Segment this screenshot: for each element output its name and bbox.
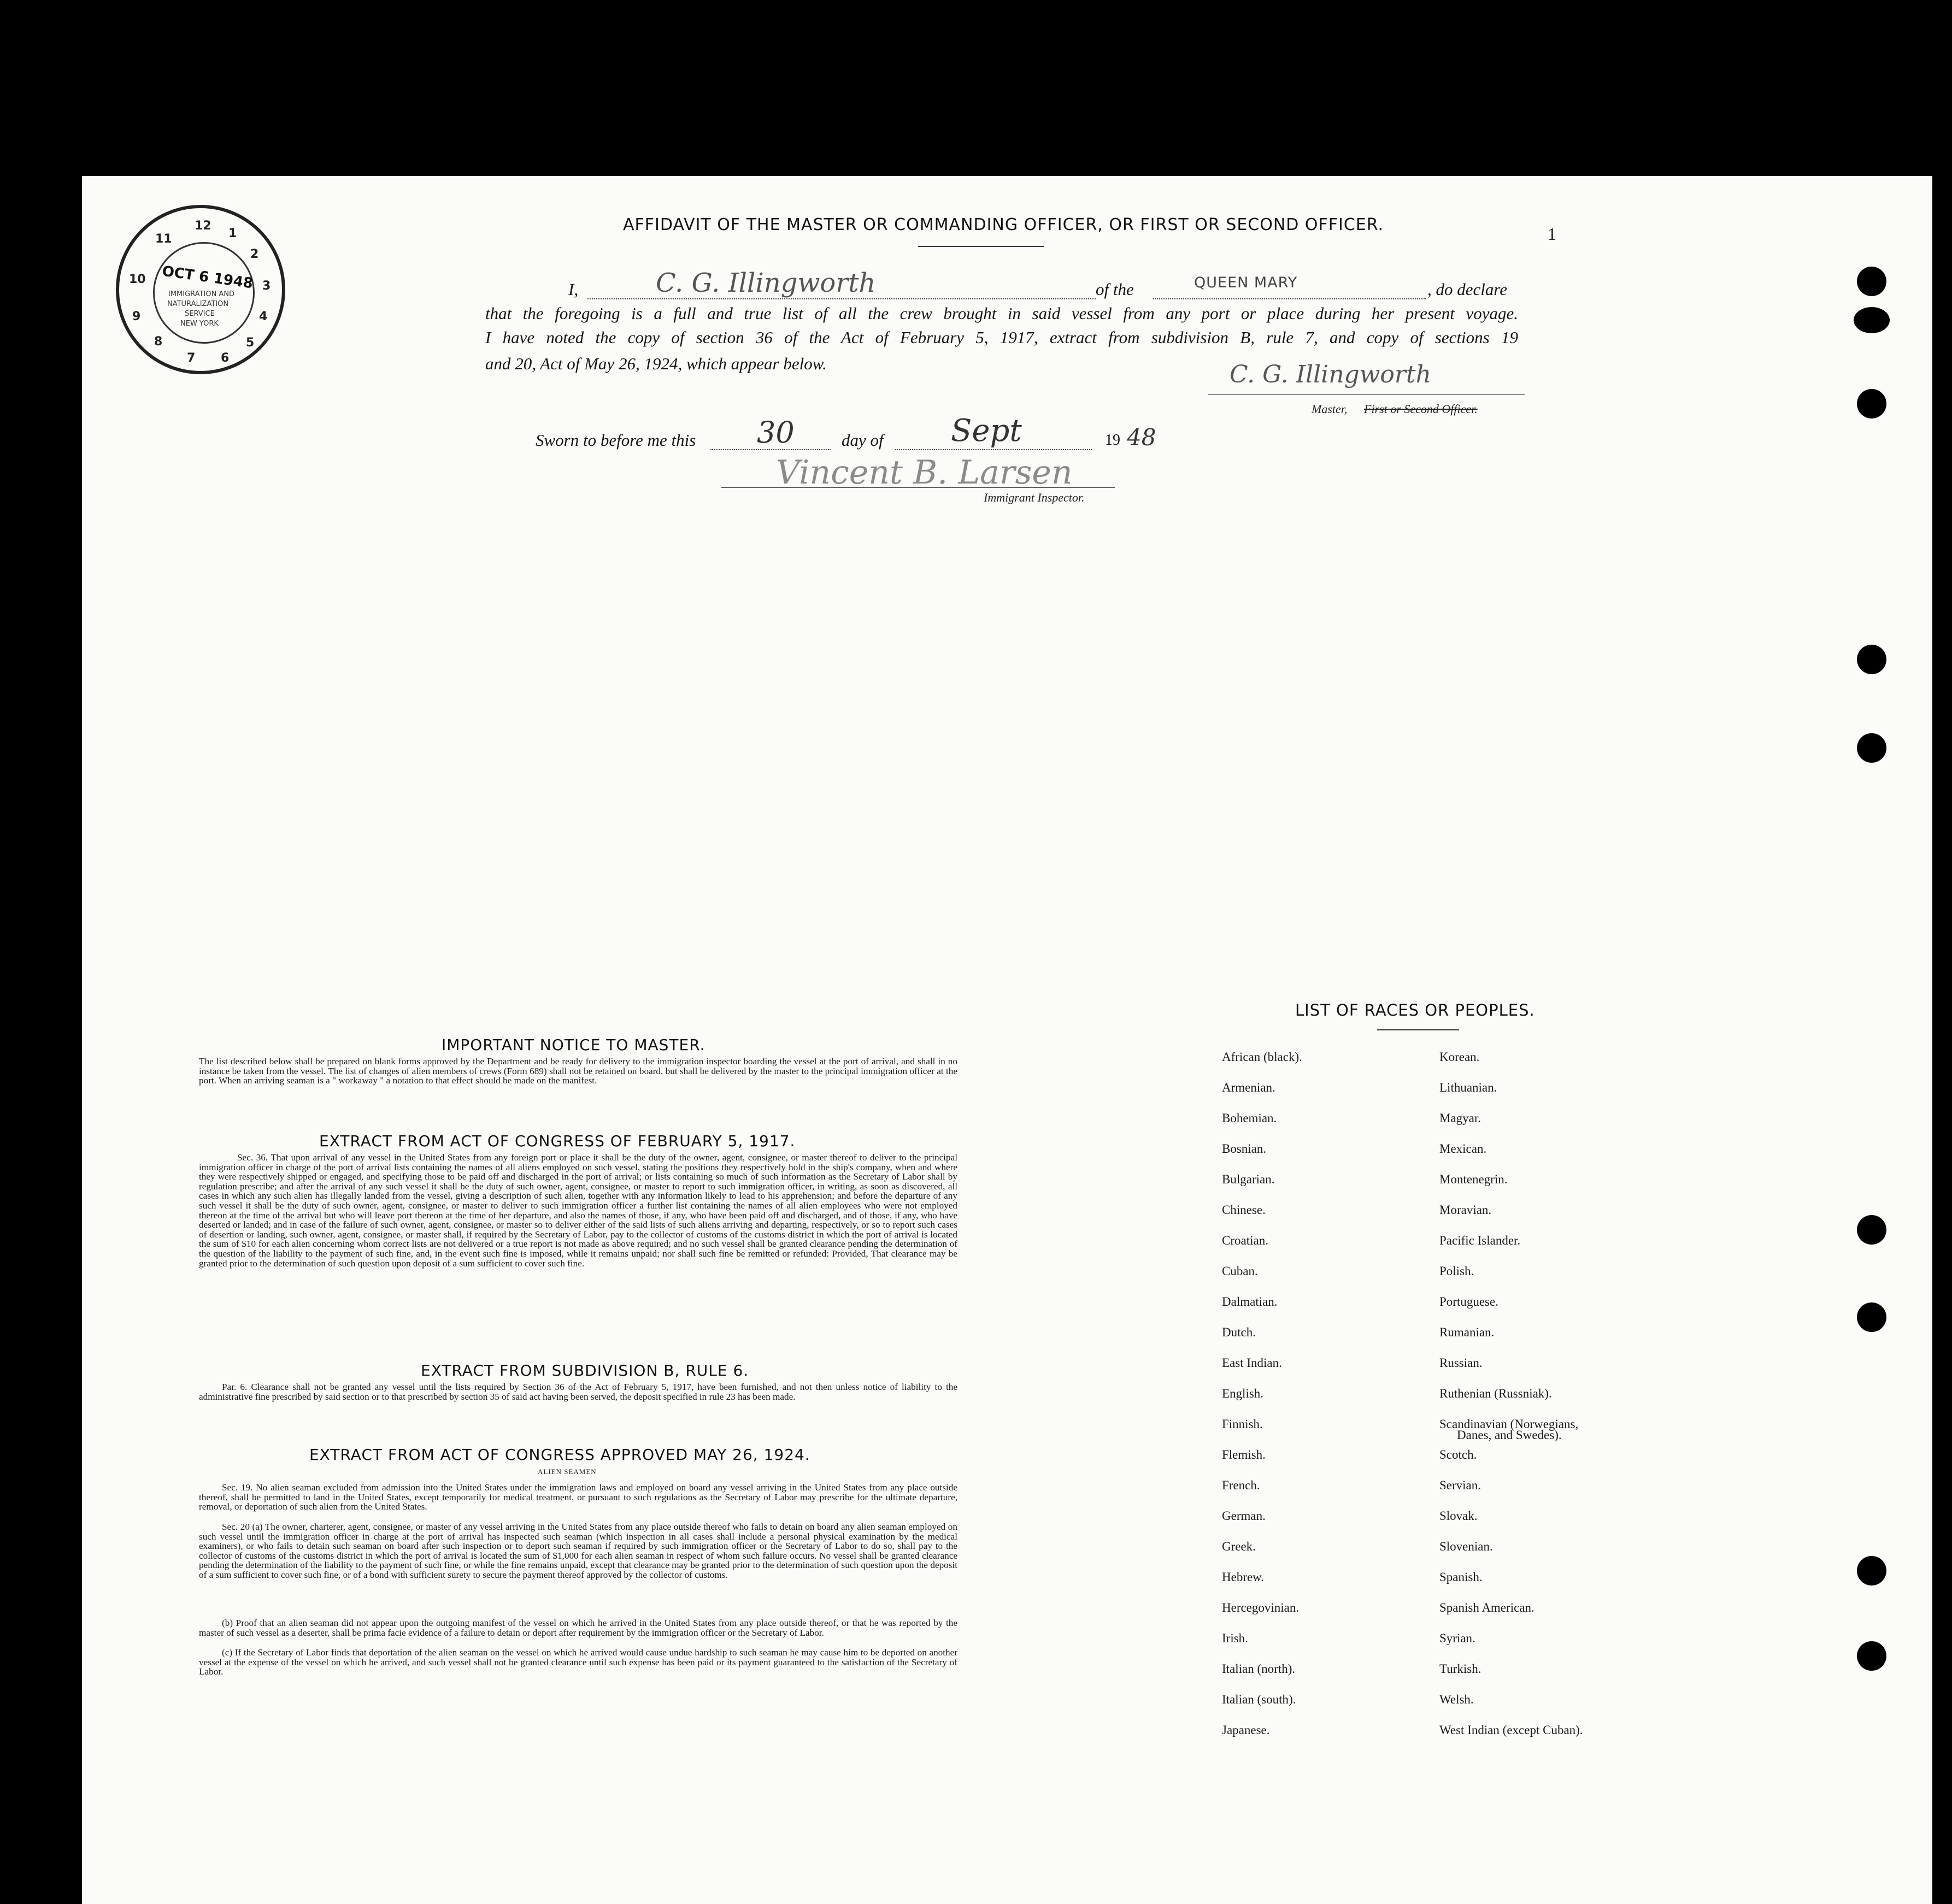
- race-item: African (black).: [1222, 1050, 1302, 1064]
- race-item: Montenegrin.: [1439, 1172, 1508, 1186]
- extract-1917-title: EXTRACT FROM ACT OF CONGRESS OF FEBRUARY 5, 1917.: [319, 1132, 796, 1150]
- race-item: Bohemian.: [1222, 1111, 1277, 1125]
- race-item: Japanese.: [1222, 1723, 1270, 1737]
- race-item: Russian.: [1439, 1356, 1483, 1370]
- subdivision-text: Par. 6. Clearance shall not be granted any vessel until the lists required by Section 36 of the Act of February 5, 1917, have been furnished, and not then unless notice of liability to the administrative fine prescribed by said section or to that prescribed by section 35 of said act having been served, the deposit specified in rule 23 has been made.: [199, 1382, 957, 1402]
- stamp-ring-number: 6: [221, 351, 230, 365]
- binder-hole: [1857, 267, 1886, 296]
- affidavit-line-2: that the foregoing is a full and true list of all the crew brought in said vessel from any port or place during her present voyage.: [485, 304, 1518, 323]
- extract-1924-subtitle: ALIEN SEAMEN: [538, 1467, 597, 1476]
- year-prefix: 19: [1105, 432, 1120, 449]
- race-item: West Indian (except Cuban).: [1439, 1723, 1583, 1737]
- race-item: Slovak.: [1439, 1509, 1478, 1523]
- binder-hole: [1857, 1641, 1886, 1671]
- sworn-day: 30: [757, 415, 795, 450]
- stamp-text-line: SERVICE: [185, 310, 215, 318]
- race-item: Rumanian.: [1439, 1325, 1495, 1339]
- stamp-text-line: NEW YORK: [180, 320, 219, 328]
- race-item: Hercegovinian.: [1222, 1601, 1300, 1614]
- notice-text: The list described below shall be prepared on blank forms approved by the Department and be ready for delivery to the immigration inspector boarding the vessel at the port of arrival, and shall in no instance be taken from the vessel. The list of changes of alien members of crews (Form 689) shall not be retained on board, but shall be delivered by the master to the principal immigration officer at the port. When an arriving seaman is a " workaway " a notation to that effect should be made on the manifest.: [199, 1056, 957, 1086]
- binder-hole: [1857, 1302, 1886, 1332]
- extract-1924-sec19: Sec. 19. No alien seaman excluded from admission into the United States under the immigration laws and employed on board any vessel arriving in the United States from any place outside thereof, shall be permitted to land in the United States, except temporarily for medical treatment, or pursuant to such regulations as the Secretary of Labor may prescribe for the ultimate departure, removal, or deportation of such alien from the United States.: [199, 1482, 957, 1512]
- extract-1917-text: Sec. 36. That upon arrival of any vessel in the United States from any foreign port or place it shall be the duty of the owner, agent, consignee, or master thereof to deliver to the principal immigration officer in charge of the port of arrival lists containing the names of all aliens employed on such vessel, stating the positions they respectively hold in the ship's company, when and where they were respectively shipped or engaged, and specifying those to be paid off and discharged in the port of arrival; or lists containing so much of such information as the Secretary of Labor shall by regulation prescribe; and after the arrival of any such vessel it shall be the duty of such owner, agent, consignee, or master to report to such immigration officer, in writing, as soon as discovered, all cases in which any such alien has illegally landed from the vessel, giving a description of such alien, together with any information likely to lead to his apprehension; and before the departure of any such vessel it shall be the duty of such owner, agent, consignee, or master to deliver to such immigration officer a further list containing the names of all alien employees who were not employed thereon at the time of the arrival but who will leave port thereon at the time of her departure, and also the names of those, if any, who have been paid off and discharged, and of those, if any, who have deserted or landed; and in case of the failure of such owner, agent, consignee, or master so to deliver either of the said lists of such aliens arriving and departing, respectively, or so to report such cases of desertion or landing, such owner, agent, consignee, or master shall, if required by the Secretary of Labor, pay to the collector of customs of the customs district in which the port of arrival is located the sum of $10 for each alien concerning whom correct lists are not delivered or a true report is not made as above required; and no such vessel shall be granted clearance pending the determination of the question of the liability to the payment of such fine, and, in the event such fine is imposed, while it remains unpaid; nor shall such fine be remitted or refunded: Provided, That clearance may be granted prior to the determination of such question upon deposit of a sum sufficient to cover such fine.: [199, 1152, 957, 1269]
- race-item-continuation: Danes, and Swedes).: [1457, 1428, 1562, 1442]
- race-item: Italian (north).: [1222, 1662, 1296, 1676]
- master-signature-rule: [1208, 394, 1525, 395]
- race-item: Dalmatian.: [1222, 1295, 1278, 1308]
- race-item: Welsh.: [1439, 1693, 1474, 1706]
- race-item: Bosnian.: [1222, 1142, 1267, 1156]
- do-declare-label: , do declare: [1427, 280, 1508, 299]
- race-item: Bulgarian.: [1222, 1172, 1275, 1186]
- stamp-date: OCT 6 1948: [161, 263, 254, 292]
- title-underline: [918, 246, 1044, 247]
- race-item: Turkish.: [1439, 1662, 1481, 1676]
- race-item: Mexican.: [1439, 1142, 1487, 1156]
- notice-title: IMPORTANT NOTICE TO MASTER.: [442, 1036, 705, 1054]
- sworn-label: Sworn to before me this: [536, 431, 696, 450]
- inspector-caption: Immigrant Inspector.: [984, 491, 1085, 504]
- day-of-label: day of: [842, 431, 884, 450]
- master-signature: C. G. Illingworth: [1230, 361, 1431, 388]
- year-suffix: 48: [1127, 424, 1156, 451]
- affidavit-line-3: I have noted the copy of section 36 of the Act of February 5, 1917, extract from subdivision B, rule 7, and copy of sections 19: [485, 328, 1518, 347]
- stamp-ring-number: 10: [129, 273, 146, 286]
- stamp-ring-number: 1: [228, 227, 237, 240]
- race-item: Italian (south).: [1222, 1693, 1296, 1706]
- stamp-ring-number: 11: [155, 232, 172, 246]
- stamp-text-line: IMMIGRATION AND: [168, 290, 235, 298]
- race-item: Spanish American.: [1439, 1601, 1534, 1614]
- race-item: Polish.: [1439, 1264, 1474, 1278]
- binder-hole: [1857, 389, 1886, 418]
- sworn-month-rule: [895, 449, 1092, 450]
- i-label: I,: [568, 280, 579, 299]
- race-item: Ruthenian (Russniak).: [1439, 1387, 1552, 1400]
- race-item: Spanish.: [1439, 1570, 1483, 1584]
- subdivision-title: EXTRACT FROM SUBDIVISION B, RULE 6.: [421, 1361, 749, 1380]
- stamp-text-line: NATURALIZATION: [167, 300, 229, 308]
- master-caption-struck: First or Second Officer.: [1364, 402, 1478, 416]
- race-item: Servian.: [1439, 1478, 1481, 1492]
- binder-hole: [1857, 733, 1886, 763]
- race-item: Cuban.: [1222, 1264, 1258, 1278]
- officer-name-handwritten: C. G. Illingworth: [656, 268, 876, 298]
- race-item: Lithuanian.: [1439, 1081, 1497, 1094]
- affidavit-line-4: and 20, Act of May 26, 1924, which appear below.: [485, 354, 827, 373]
- stamp-ring-number: 8: [154, 335, 163, 349]
- race-item: Scotch.: [1439, 1448, 1477, 1461]
- stamp-ring-number: 9: [132, 310, 141, 323]
- extract-1924-sec20b: (b) Proof that an alien seaman did not appear upon the outgoing manifest of the vessel on which he arrived in the United States from any place outside thereof, or that he was reported by the master of such vessel as a deserter, shall be prima facie evidence of a failure to detain or deport after requirement by the immigration officer or the Secretary of Labor.: [199, 1618, 957, 1638]
- race-item: Chinese.: [1222, 1203, 1266, 1217]
- stamp-ring-number: 2: [250, 247, 259, 261]
- race-item: Portuguese.: [1439, 1295, 1498, 1308]
- race-item: German.: [1222, 1509, 1266, 1523]
- of-the-label: of the: [1096, 280, 1134, 299]
- master-caption: Master,: [1312, 402, 1348, 416]
- immigration-date-stamp: [116, 205, 285, 374]
- race-item: Korean.: [1439, 1050, 1480, 1064]
- stamp-ring-number: 5: [246, 336, 255, 350]
- stamp-ring-number: 3: [262, 279, 271, 293]
- binder-hole: [1857, 1556, 1886, 1585]
- race-item: East Indian.: [1222, 1356, 1282, 1370]
- page-mark: 1: [1548, 224, 1556, 244]
- race-item: Hebrew.: [1222, 1570, 1265, 1584]
- race-item: Pacific Islander.: [1439, 1234, 1521, 1247]
- officer-name-rule: [587, 298, 1096, 299]
- race-item: Armenian.: [1222, 1081, 1275, 1094]
- affidavit-title: AFFIDAVIT OF THE MASTER OR COMMANDING OFFICER, OR FIRST OR SECOND OFFICER.: [623, 215, 1384, 234]
- race-item: Croatian.: [1222, 1234, 1268, 1247]
- race-item: French.: [1222, 1478, 1260, 1492]
- binder-hole: [1857, 1215, 1886, 1245]
- race-item: Irish.: [1222, 1631, 1248, 1645]
- inspector-signature-rule: [721, 487, 1115, 488]
- race-item: English.: [1222, 1387, 1264, 1400]
- extract-1924-sec20a: Sec. 20 (a) The owner, charterer, agent, consignee, or master of any vessel arriving in the United States from any place outside thereof who fails to detain on board any alien seaman employed on such vessel until the immigration officer in charge at the port of arrival has inspected such seaman (which inspection in all cases shall include a personal physical examination by the medical examiners), or who fails to detain such seaman on board after such inspection or to deport such seaman if required by such immigration officer or the Secretary of Labor to do so, shall pay to the collector of customs of the customs district in which the port of arrival is located the sum of $1,000 for each alien seaman in respect of whom such failure occurs. No vessel shall be granted clearance pending the determination of the liability to the payment of such fine, or while the fine remains unpaid, except that clearance may be granted prior to the determination of such question upon the deposit of a sum sufficient to cover such fine, or of a bond with sufficient surety to secure the payment thereof approved by the collector of customs.: [199, 1522, 957, 1580]
- race-item: Flemish.: [1222, 1448, 1266, 1461]
- binder-hole: [1857, 645, 1886, 674]
- stamp-ring-number: 12: [195, 219, 211, 233]
- races-title: LIST OF RACES OR PEOPLES.: [1295, 1001, 1535, 1019]
- races-title-underline: [1377, 1029, 1459, 1030]
- binder-hole: [1854, 307, 1890, 333]
- vessel-name-rule: [1153, 298, 1426, 299]
- race-item: Syrian.: [1439, 1631, 1475, 1645]
- race-item: Magyar.: [1439, 1111, 1481, 1125]
- inspector-signature: Vincent B. Larsen: [776, 453, 1073, 492]
- race-item: Greek.: [1222, 1540, 1256, 1553]
- race-item: Dutch.: [1222, 1325, 1256, 1339]
- vessel-name: QUEEN MARY: [1194, 274, 1298, 291]
- race-item: Finnish.: [1222, 1417, 1263, 1431]
- stamp-ring-number: 7: [187, 351, 196, 365]
- sworn-month: Sept: [951, 413, 1022, 449]
- stamp-ring-number: 4: [259, 310, 268, 323]
- extract-1924-sec20c: (c) If the Secretary of Labor finds that deportation of the alien seaman on the vessel on which he arrived would cause undue hardship to such seaman he may cause him to be deported on another vessel at the expense of the vessel on which he arrived, and such vessel shall not be granted clearance until such expense has been paid or its payment guaranteed to the satisfaction of the Secretary of Labor.: [199, 1647, 957, 1677]
- race-item: Slovenian.: [1439, 1540, 1493, 1553]
- race-item: Moravian.: [1439, 1203, 1492, 1217]
- extract-1924-title: EXTRACT FROM ACT OF CONGRESS APPROVED MAY 26, 1924.: [309, 1446, 810, 1464]
- race-item: Scandinavian (Norwegians,: [1439, 1417, 1579, 1431]
